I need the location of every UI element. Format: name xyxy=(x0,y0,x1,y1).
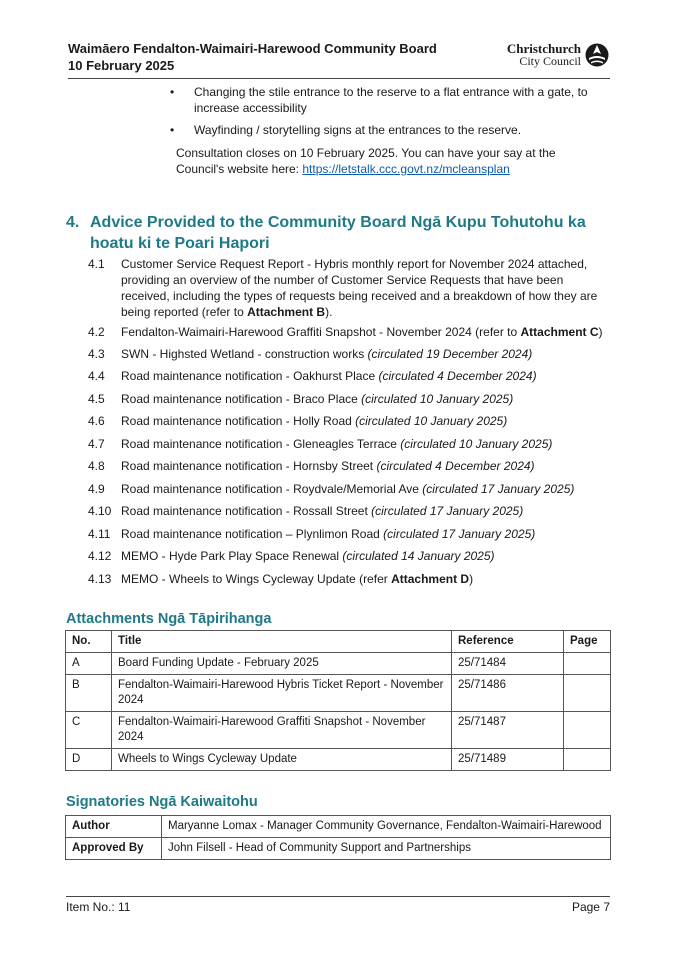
letstalk-link[interactable]: https://letstalk.ccc.govt.nz/mcleansplan xyxy=(302,162,510,176)
column-header: Title xyxy=(112,631,452,653)
council-logo xyxy=(507,42,609,68)
item-number: 4.9 xyxy=(88,482,105,496)
item-description: Road maintenance notification – Plynlimon Road xyxy=(121,527,384,541)
item-text xyxy=(121,391,608,407)
item-text xyxy=(121,571,608,587)
item-description: Customer Service Request Report - Hybris monthly report for November 2024 attached, providing an overview of the number of Customer Service Requests that have been received, including the types of requests being received and a breakdown of how they are being reported (refer to xyxy=(121,257,598,319)
logo-line-2: City Council xyxy=(519,54,581,68)
table-row xyxy=(66,816,611,838)
column-header: No. xyxy=(66,631,112,653)
item-number: 4.4 xyxy=(88,369,105,383)
circulated-date: (circulated 17 January 2025) xyxy=(371,504,524,518)
table-row xyxy=(66,653,611,675)
item-description: Road maintenance notification - Gleneagles Terrace xyxy=(121,437,401,451)
signatories-table xyxy=(65,815,611,860)
item-text xyxy=(121,526,608,542)
item-number: 4.10 xyxy=(88,504,112,518)
item-description: Road maintenance notification - Hornsby Street xyxy=(121,459,377,473)
item-number: 4.7 xyxy=(88,437,105,451)
attachment-reference: Attachment C xyxy=(520,325,599,339)
signatory-role: Approved By xyxy=(66,838,162,860)
item-number: 4.3 xyxy=(88,347,105,361)
item-number: 4.11 xyxy=(88,527,111,541)
footer-item-number: Item No.: 11 xyxy=(66,900,131,914)
consultation-text: Consultation closes on 10 February 2025. You can have your say at the Council's website here: xyxy=(176,146,556,176)
table-row xyxy=(66,749,611,771)
bullet-item xyxy=(170,84,596,116)
item-number: 4.8 xyxy=(88,459,105,473)
bullet-dot: • xyxy=(170,85,175,99)
attachment-page xyxy=(564,749,611,771)
bullet-item xyxy=(170,122,596,138)
footer-rule xyxy=(66,896,610,897)
footer-page-number: Page 7 xyxy=(571,900,610,914)
item-text xyxy=(121,324,608,340)
item-description: Fendalton-Waimairi-Harewood Graffiti Snapshot - November 2024 (refer to xyxy=(121,325,521,339)
item-description: MEMO - Wheels to Wings Cycleway Update (refer xyxy=(121,572,392,586)
item-text xyxy=(121,503,608,519)
signatory-name: John Filsell - Head of Community Support and Partnerships xyxy=(162,838,611,860)
signatory-name: Maryanne Lomax - Manager Community Governance, Fendalton-Waimairi-Harewood xyxy=(162,816,611,838)
attachment-reference: Attachment B xyxy=(247,305,326,319)
item-description: Road maintenance notification - Roydvale/Memorial Ave xyxy=(121,482,423,496)
section-title: Advice Provided to the Community Board Ngā Kupu Tohutohu ka hoatu ki te Poari Hapori xyxy=(90,214,586,252)
item-text xyxy=(121,436,608,452)
circulated-date: (circulated 10 January 2025) xyxy=(361,392,514,406)
circulated-date: (circulated 10 January 2025) xyxy=(355,414,508,428)
board-name: Waimāero Fendalton-Waimairi-Harewood Community Board xyxy=(68,41,437,56)
attachment-reference: Attachment D xyxy=(391,572,470,586)
attachment-reference: 25/71487 xyxy=(452,712,564,749)
attachment-letter: D xyxy=(66,749,112,771)
item-number: 4.13 xyxy=(88,572,112,586)
logo-text xyxy=(507,42,581,68)
attachment-title: Wheels to Wings Cycleway Update xyxy=(112,749,452,771)
item-text xyxy=(121,346,608,362)
attachment-letter: B xyxy=(66,675,112,712)
item-number: 4.5 xyxy=(88,392,105,406)
signatory-role: Author xyxy=(66,816,162,838)
item-number: 4.1 xyxy=(88,257,105,271)
item-suffix: ) xyxy=(469,572,474,586)
bullet-text: Wayfinding / storytelling signs at the entrances to the reserve. xyxy=(194,123,522,137)
attachment-letter: A xyxy=(66,653,112,675)
item-number: 4.2 xyxy=(88,325,105,339)
item-suffix: ). xyxy=(325,305,333,319)
circulated-date: (circulated 17 January 2025) xyxy=(383,527,536,541)
circulated-date: (circulated 4 December 2024) xyxy=(378,369,537,383)
table-header-row xyxy=(66,631,611,653)
attachments-heading: Attachments Ngā Tāpirihanga xyxy=(66,611,272,627)
item-text xyxy=(121,548,608,564)
attachment-page xyxy=(564,653,611,675)
item-text xyxy=(121,481,608,497)
item-text xyxy=(121,458,608,474)
circulated-date: (circulated 4 December 2024) xyxy=(376,459,535,473)
item-description: MEMO - Hyde Park Play Space Renewal xyxy=(121,549,343,563)
table-row xyxy=(66,675,611,712)
attachments-table xyxy=(65,630,611,771)
circulated-date: (circulated 10 January 2025) xyxy=(400,437,553,451)
section-number: 4. xyxy=(66,214,80,231)
item-number: 4.12 xyxy=(88,549,112,563)
item-description: Road maintenance notification - Rossall Street xyxy=(121,504,372,518)
signatories-heading: Signatories Ngā Kaiwaitohu xyxy=(66,794,258,810)
table-row xyxy=(66,838,611,860)
attachment-title: Fendalton-Waimairi-Harewood Graffiti Snapshot - November 2024 xyxy=(112,712,452,749)
column-header: Page xyxy=(564,631,611,653)
item-description: Road maintenance notification - Holly Road xyxy=(121,414,356,428)
attachment-title: Fendalton-Waimairi-Harewood Hybris Ticket Report - November 2024 xyxy=(112,675,452,712)
item-description: SWN - Highsted Wetland - construction works xyxy=(121,347,368,361)
bullet-text: Changing the stile entrance to the reserve to a flat entrance with a gate, to increase accessibility xyxy=(194,85,588,115)
meeting-date: 10 February 2025 xyxy=(68,58,175,73)
item-text xyxy=(121,256,608,320)
attachment-page xyxy=(564,675,611,712)
table-row xyxy=(66,712,611,749)
attachment-reference: 25/71484 xyxy=(452,653,564,675)
circulated-date: (circulated 17 January 2025) xyxy=(422,482,575,496)
consultation-paragraph xyxy=(176,145,606,177)
item-text xyxy=(121,413,608,429)
item-text xyxy=(121,368,608,384)
attachment-page xyxy=(564,712,611,749)
item-description: Road maintenance notification - Oakhurst Place xyxy=(121,369,379,383)
cathedral-icon xyxy=(585,43,609,67)
circulated-date: (circulated 19 December 2024) xyxy=(367,347,533,361)
header-rule xyxy=(68,78,610,79)
circulated-date: (circulated 14 January 2025) xyxy=(342,549,495,563)
logo-line-1: Christchurch xyxy=(506,41,581,56)
column-header: Reference xyxy=(452,631,564,653)
item-number: 4.6 xyxy=(88,414,105,428)
bullet-dot: • xyxy=(170,123,175,137)
item-suffix: ) xyxy=(598,325,603,339)
attachment-reference: 25/71486 xyxy=(452,675,564,712)
item-description: Road maintenance notification - Braco Place xyxy=(121,392,362,406)
attachment-reference: 25/71489 xyxy=(452,749,564,771)
attachment-title: Board Funding Update - February 2025 xyxy=(112,653,452,675)
attachment-letter: C xyxy=(66,712,112,749)
